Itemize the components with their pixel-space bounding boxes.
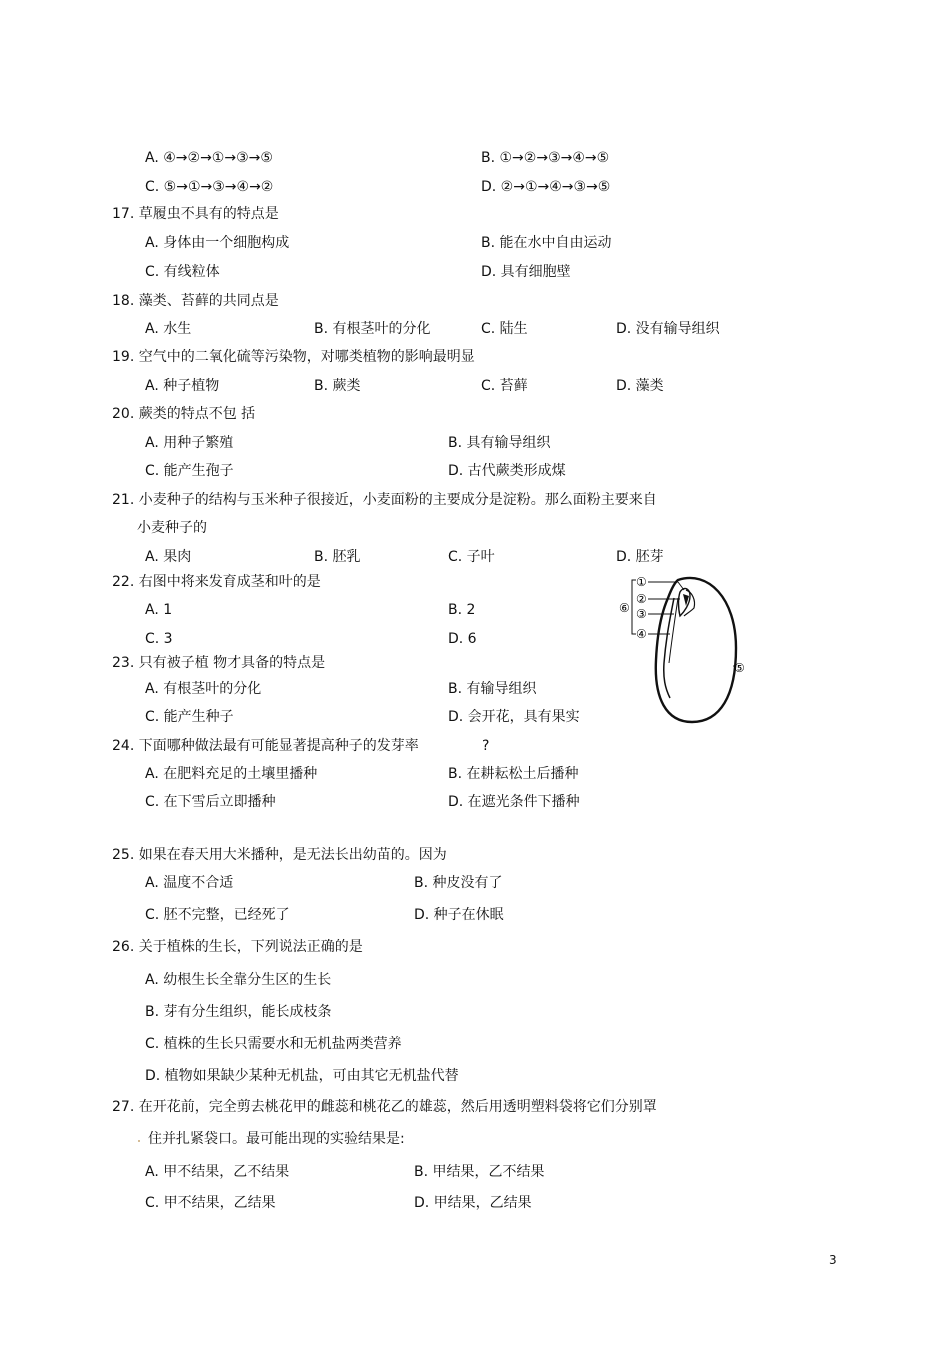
label-3: ③ <box>636 607 647 621</box>
q17-stem: 17. 草履虫不具有的特点是 <box>112 206 279 222</box>
q24-stem: 24. 下面哪种做法最有可能显著提高种子的发芽率 <box>112 738 419 754</box>
q18-option-b: B. 有根茎叶的分化 <box>314 321 431 337</box>
q21-stem: 21. 小麦种子的结构与玉米种子很接近，小麦面粉的主要成分是淀粉。那么面粉主要来自 <box>112 492 657 508</box>
q26-stem: 26. 关于植株的生长，下列说法正确的是 <box>112 939 363 955</box>
q21-stem-continued: 小麦种子的 <box>137 520 207 536</box>
bean-seed-diagram <box>610 568 755 732</box>
embryo-axis <box>664 598 674 698</box>
q22-option-d: D. 6 <box>448 631 477 647</box>
q24-option-c: C. 在下雪后立即播种 <box>145 794 276 810</box>
q19-option-b: B. 蕨类 <box>314 378 361 394</box>
stray-mark <box>137 1130 141 1134</box>
q20-option-c: C. 能产生孢子 <box>145 463 234 479</box>
q21-option-b: B. 胚乳 <box>314 549 361 565</box>
label-1: ① <box>636 575 647 589</box>
q20-option-d: D. 古代蕨类形成煤 <box>448 463 566 479</box>
q25-option-a: A. 温度不合适 <box>145 875 234 891</box>
q26-option-c: C. 植株的生长只需要水和无机盐两类营养 <box>145 1036 402 1052</box>
q19-option-a: A. 种子植物 <box>145 378 220 394</box>
q23-option-d: D. 会开花，具有果实 <box>448 709 580 725</box>
q17-option-b: B. 能在水中自由运动 <box>481 235 612 251</box>
q23-stem: 23. 只有被子植 物才具备的特点是 <box>112 655 326 671</box>
label-6: ⑥ <box>619 601 630 615</box>
page-number: 3 <box>829 1253 837 1267</box>
q16-option-d: D. ②→①→④→③→⑤ <box>481 179 611 195</box>
q18-option-c: C. 陆生 <box>481 321 528 337</box>
q25-option-c: C. 胚不完整，已经死了 <box>145 907 290 923</box>
q27-stem-continued: 住并扎紧袋口。最可能出现的实验结果是: <box>148 1131 405 1147</box>
q23-option-a: A. 有根茎叶的分化 <box>145 681 262 697</box>
q21-option-d: D. 胚芽 <box>616 549 664 565</box>
q17-option-a: A. 身体由一个细胞构成 <box>145 235 290 251</box>
q20-option-a: A. 用种子繁殖 <box>145 435 234 451</box>
q27-option-c: C. 甲不结果，乙结果 <box>145 1195 276 1211</box>
q22-option-a: A. 1 <box>145 602 173 618</box>
q19-option-d: D. 藻类 <box>616 378 664 394</box>
q24-option-d: D. 在遮光条件下播种 <box>448 794 580 810</box>
q25-stem: 25. 如果在春天用大米播种，是无法长出幼苗的。因为 <box>112 847 447 863</box>
q22-option-b: B. 2 <box>448 602 476 618</box>
q19-option-c: C. 苔藓 <box>481 378 528 394</box>
q23-option-c: C. 能产生种子 <box>145 709 234 725</box>
q18-stem: 18. 藻类、苔藓的共同点是 <box>112 293 279 309</box>
q16-option-c: C. ⑤→①→③→④→② <box>145 179 274 195</box>
q25-option-d: D. 种子在休眠 <box>414 907 504 923</box>
q22-option-c: C. 3 <box>145 631 173 647</box>
label-5: ⑤ <box>734 661 745 675</box>
q27-option-d: D. 甲结果，乙结果 <box>414 1195 532 1211</box>
q17-option-d: D. 具有细胞壁 <box>481 264 571 280</box>
plumule <box>679 589 691 616</box>
q24-question-mark: ? <box>482 738 490 754</box>
q24-option-b: B. 在耕耘松土后播种 <box>448 766 579 782</box>
seed-coat-outline <box>656 578 736 722</box>
q21-option-a: A. 果肉 <box>145 549 192 565</box>
q18-option-d: D. 没有输导组织 <box>616 321 720 337</box>
q20-option-b: B. 具有输导组织 <box>448 435 551 451</box>
q27-stem: 27. 在开花前，完全剪去桃花甲的雌蕊和桃花乙的雄蕊，然后用透明塑料袋将它们分别罩 <box>112 1099 657 1115</box>
q16-option-b: B. ①→②→③→④→⑤ <box>481 150 610 166</box>
q25-option-b: B. 种皮没有了 <box>414 875 503 891</box>
q27-option-b: B. 甲结果，乙不结果 <box>414 1164 545 1180</box>
q20-stem: 20. 蕨类的特点不包 括 <box>112 406 256 422</box>
label-2: ② <box>636 592 647 606</box>
q24-option-a: A. 在肥料充足的土壤里播种 <box>145 766 318 782</box>
q26-option-d: D. 植物如果缺少某种无机盐，可由其它无机盐代替 <box>145 1068 459 1084</box>
q22-stem: 22. 右图中将来发育成茎和叶的是 <box>112 574 321 590</box>
q26-option-a: A. 幼根生长全靠分生区的生长 <box>145 972 332 988</box>
q27-option-a: A. 甲不结果，乙不结果 <box>145 1164 290 1180</box>
label-4: ④ <box>636 627 647 641</box>
q18-option-a: A. 水生 <box>145 321 192 337</box>
q26-option-b: B. 芽有分生组织，能长成枝条 <box>145 1004 332 1020</box>
q21-option-c: C. 子叶 <box>448 549 495 565</box>
q19-stem: 19. 空气中的二氧化硫等污染物，对哪类植物的影响最明显 <box>112 349 475 365</box>
q17-option-c: C. 有线粒体 <box>145 264 220 280</box>
q23-option-b: B. 有输导组织 <box>448 681 537 697</box>
q16-option-a: A. ④→②→①→③→⑤ <box>145 150 273 166</box>
